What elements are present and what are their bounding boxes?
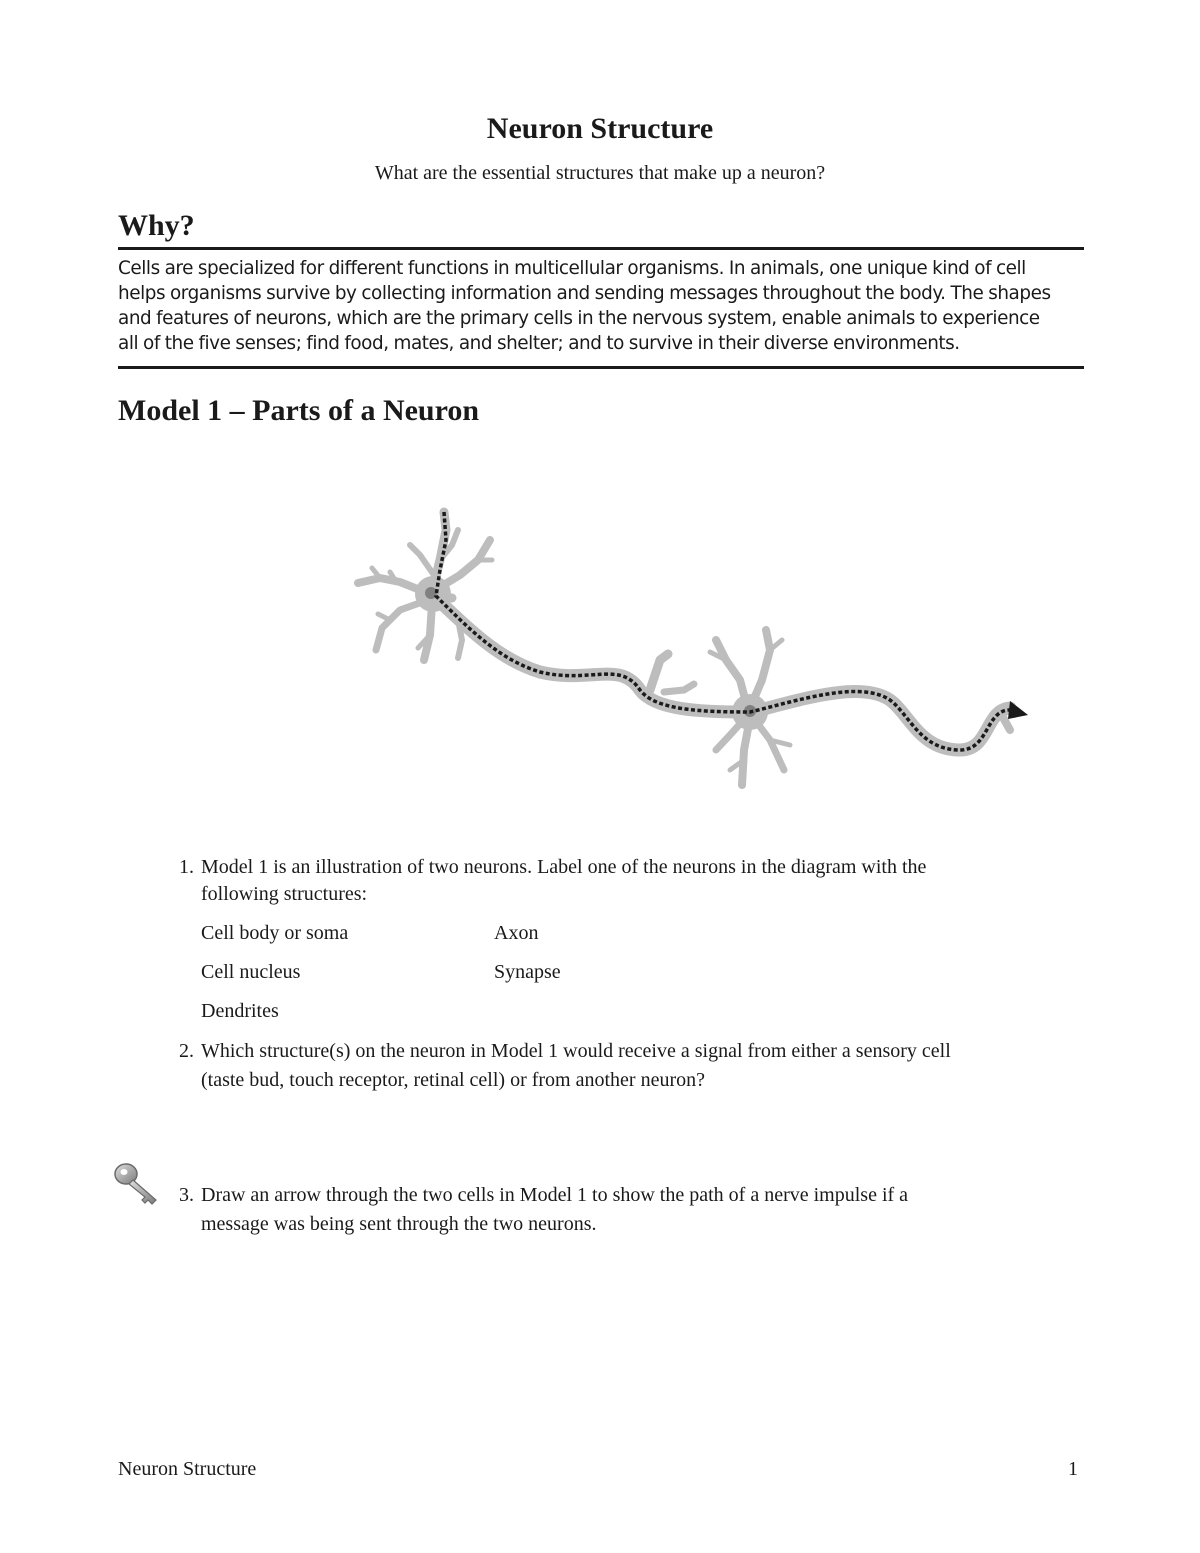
why-body <box>118 256 1084 356</box>
question-line: (taste bud, touch receptor, retinal cell) or from another neuron? <box>201 1069 705 1091</box>
why-line: all of the five senses; find food, mates, and shelter; and to survive in their diverse environments. <box>118 333 960 354</box>
model-heading: Model 1 – Parts of a Neuron <box>118 394 480 427</box>
why-line: helps organisms survive by collecting information and sending messages throughout the body. The shapes <box>118 283 1051 304</box>
why-bottom-rule <box>118 366 1084 369</box>
arrowhead-icon <box>1008 701 1028 719</box>
neuron-diagram <box>340 500 1050 800</box>
neuron-1 <box>358 512 746 712</box>
why-top-rule <box>118 247 1084 250</box>
question-line: message was being sent through the two neurons. <box>201 1213 597 1235</box>
term-synapse: Synapse <box>494 961 561 983</box>
footer-title: Neuron Structure <box>118 1458 257 1480</box>
term-cell-body: Cell body or soma <box>201 922 349 944</box>
why-line: Cells are specialized for different functions in multicellular organisms. In animals, one unique kind of cell <box>118 258 1026 279</box>
question-line: following structures: <box>201 883 368 905</box>
page-subtitle: What are the essential structures that make up a neuron? <box>374 162 826 184</box>
question-number: 2. <box>179 1040 194 1062</box>
question-line: Model 1 is an illustration of two neurons. Label one of the neurons in the diagram with the <box>201 856 927 878</box>
question-number: 3. <box>179 1184 194 1206</box>
why-line: and features of neurons, which are the primary cells in the nervous system, enable animals to experience <box>118 308 1040 329</box>
term-axon: Axon <box>494 922 539 944</box>
question-line: Which structure(s) on the neuron in Model 1 would receive a signal from either a sensory cell <box>201 1040 951 1062</box>
key-icon <box>112 1160 164 1208</box>
why-heading: Why? <box>118 209 195 242</box>
page-title: Neuron Structure <box>486 112 714 145</box>
question-number: 1. <box>179 856 194 878</box>
term-cell-nucleus: Cell nucleus <box>201 961 301 983</box>
question-line: Draw an arrow through the two cells in Model 1 to show the path of a nerve impulse if a <box>201 1184 909 1206</box>
term-dendrites: Dendrites <box>201 1000 279 1022</box>
page-number: 1 <box>1068 1458 1078 1480</box>
